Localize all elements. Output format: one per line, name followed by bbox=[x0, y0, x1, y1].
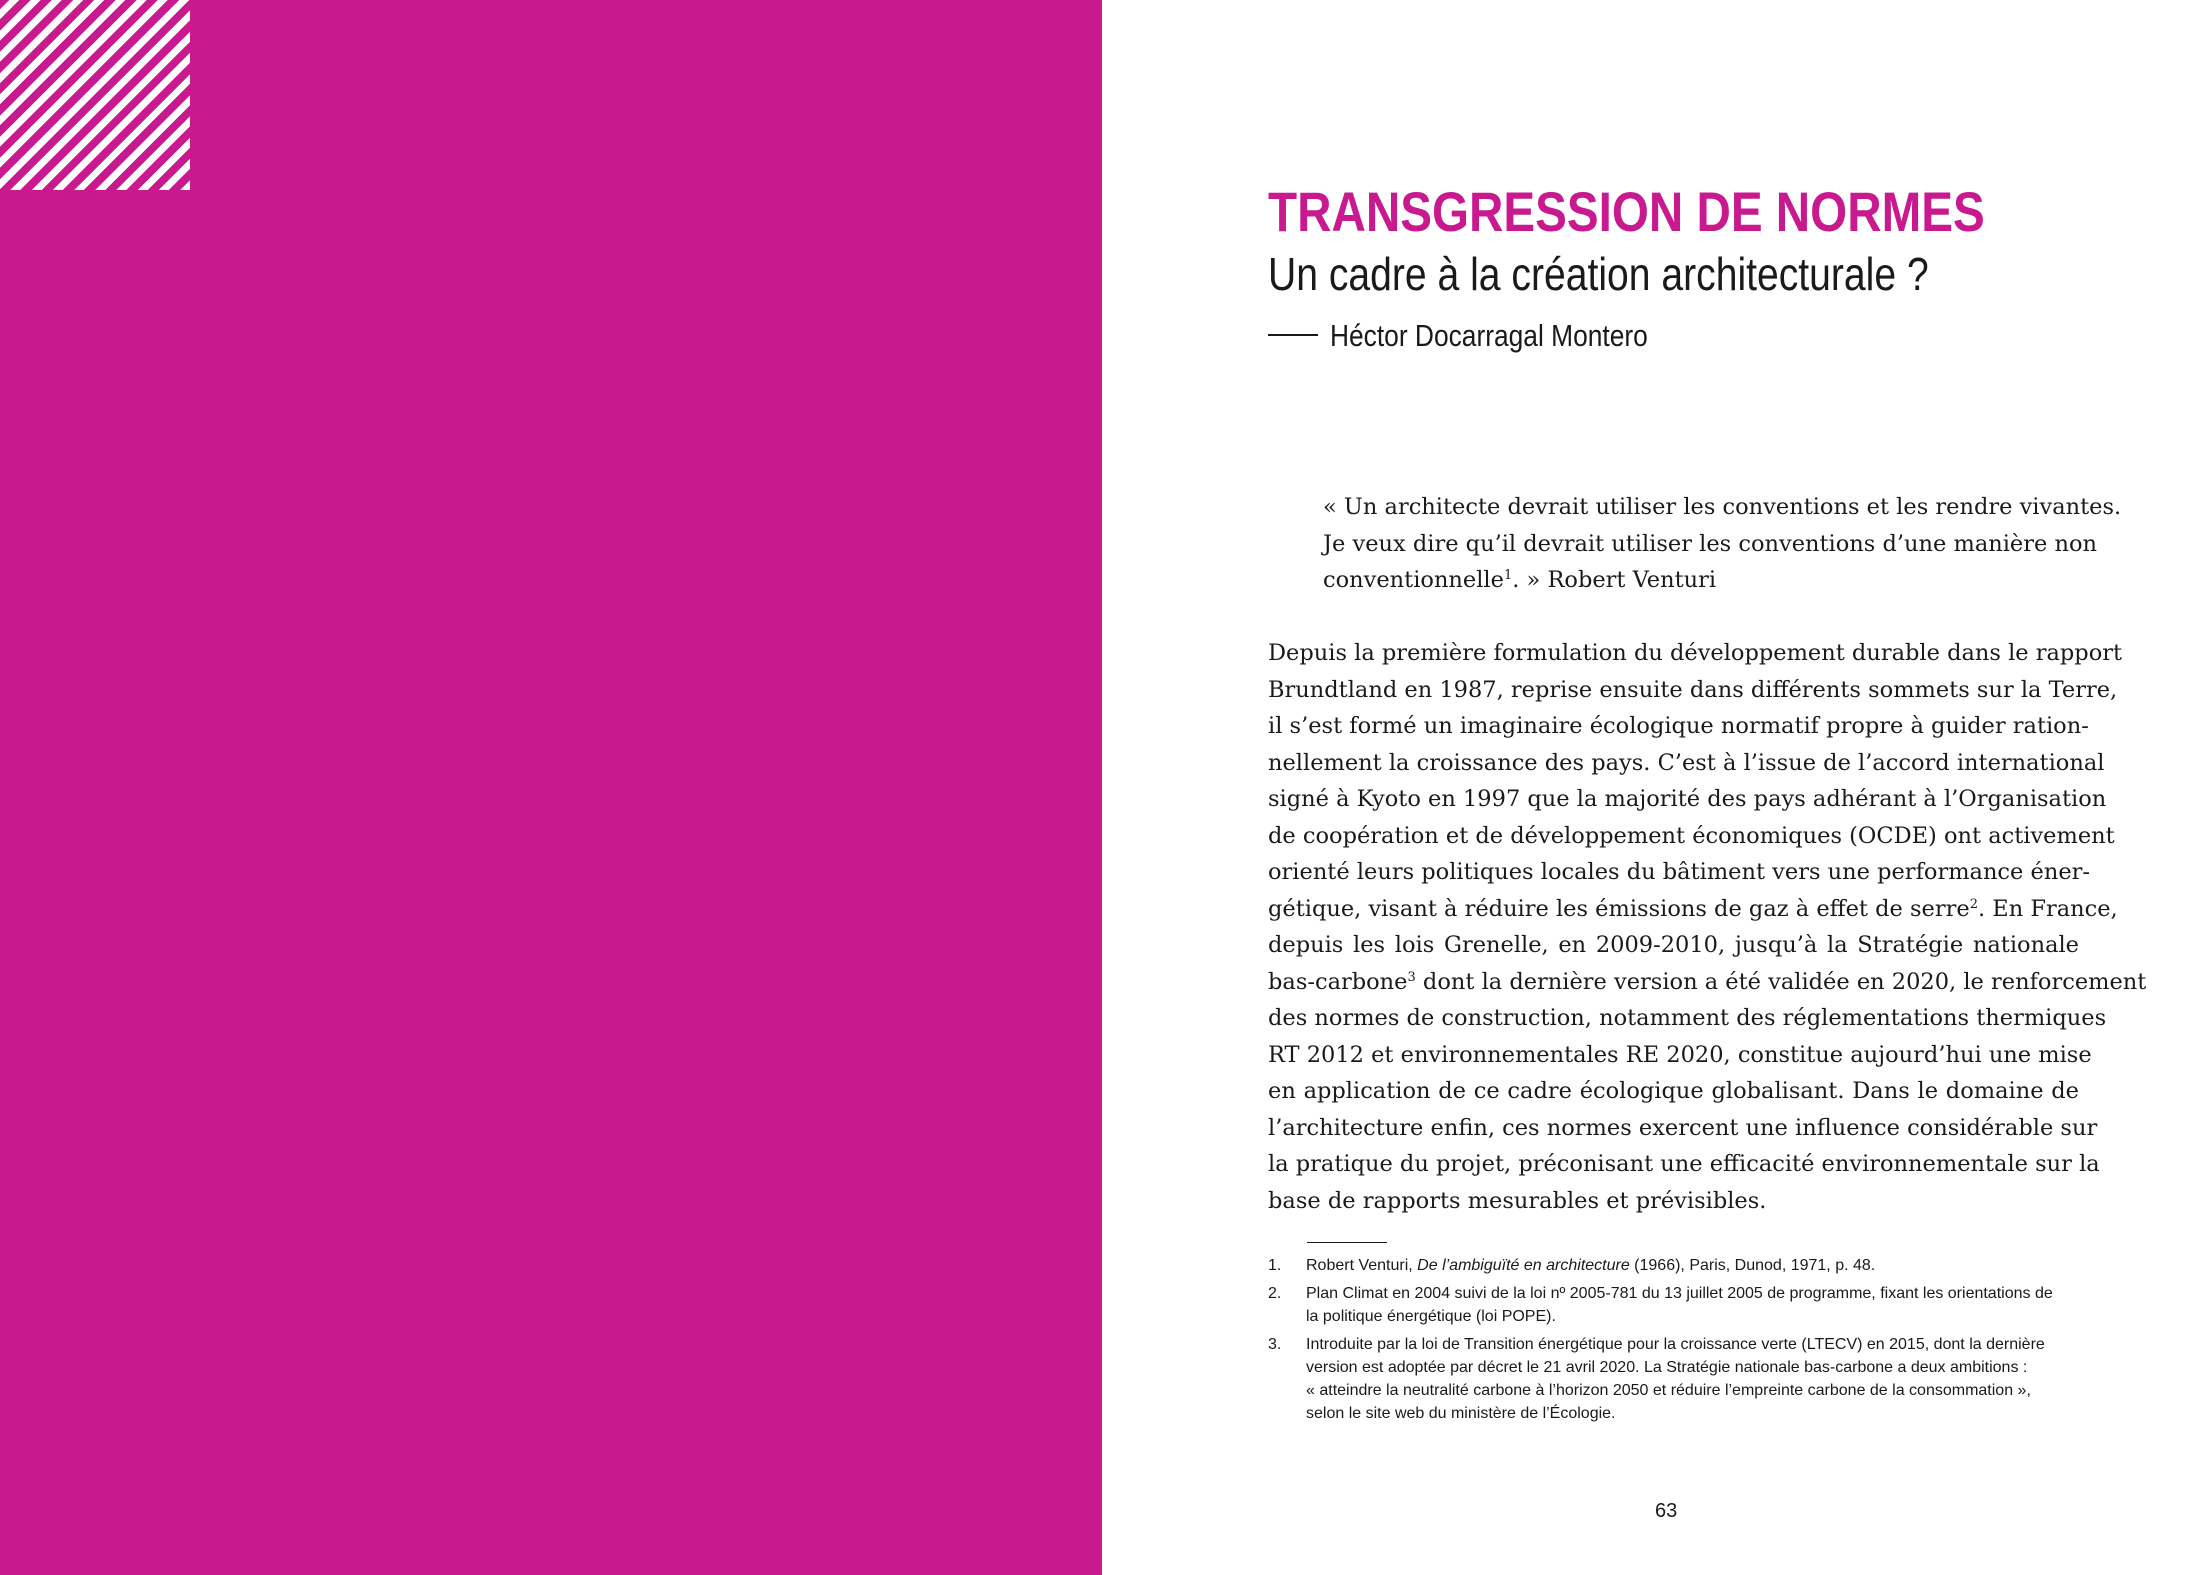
body-line: bas-carbone$^3$ dont la dernière version a été validée en 2020, le renforcement bbox=[1268, 968, 2147, 995]
footnote-number: 1. bbox=[1268, 1257, 1282, 1274]
footnote-ref-1[interactable]: 1 bbox=[1503, 568, 1513, 583]
body-line: depuis les lois Grenelle, en 2009-2010, jusqu’à la Stratégie nationale bbox=[1268, 932, 2079, 958]
epigraph-line: Je veux dire qu’il devrait utiliser les conventions d’une manière non bbox=[1323, 530, 2097, 557]
author-dash bbox=[1268, 334, 1318, 336]
footnote-line: Robert Venturi, De l’ambiguïté en architecture (1966), Paris, Dunod, 1971, p. 48. bbox=[1306, 1257, 1876, 1274]
diagonal-stripes-icon bbox=[0, 0, 190, 190]
body-line: de coopération et de développement économiques (OCDE) ont activement bbox=[1268, 822, 2115, 849]
footnote-3 bbox=[1268, 1333, 2058, 1425]
epigraph-line: conventionnelle$^1$. » Robert Venturi bbox=[1323, 567, 1717, 593]
footnote-line: Plan Climat en 2004 suivi de la loi nº 2005-781 du 13 juillet 2005 de programme, fixant les orientations de bbox=[1306, 1285, 2053, 1302]
footnote-line: « atteindre la neutralité carbone à l’horizon 2050 et réduire l’empreinte carbone de la consommation », bbox=[1306, 1382, 2031, 1399]
body-line: l’architecture enfin, ces normes exercent une influence considérable sur bbox=[1268, 1114, 2098, 1141]
footnote-line: Introduite par la loi de Transition énergétique pour la croissance verte (LTECV) en 2015, dont la dernière bbox=[1306, 1336, 2045, 1353]
body-line: en application de ce cadre écologique globalisant. Dans le domaine de bbox=[1268, 1078, 2079, 1104]
body-paragraph bbox=[1268, 635, 2147, 1219]
footnote-ref-2[interactable]: 2 bbox=[1969, 896, 1978, 912]
footnote-1 bbox=[1268, 1254, 2058, 1277]
footnote-ref-3[interactable]: 3 bbox=[1407, 969, 1416, 985]
body-line: RT 2012 et environnementales RE 2020, constitue aujourd’hui une mise bbox=[1268, 1041, 2092, 1068]
footnote-line: la politique énergétique (loi POPE). bbox=[1306, 1308, 1556, 1325]
body-line: il s’est formé un imaginaire écologique normatif propre à guider ration- bbox=[1268, 713, 2089, 739]
body-line: orienté leurs politiques locales du bâtiment vers une performance éner- bbox=[1268, 859, 2090, 885]
body-line: signé à Kyoto en 1997 que la majorité des pays adhérant à l’Organisation bbox=[1268, 786, 2107, 812]
footnotes bbox=[1268, 1254, 2058, 1430]
article-subtitle: Un cadre à la création architecturale ? bbox=[1268, 248, 1929, 300]
footnote-2 bbox=[1268, 1282, 2058, 1328]
article-title: TRANSGRESSION DE NORMES bbox=[1268, 180, 1985, 243]
footnote-number: 2. bbox=[1268, 1285, 1282, 1302]
body-line: Brundtland en 1987, reprise ensuite dans différents sommets sur la Terre, bbox=[1268, 676, 2118, 703]
footnote-divider bbox=[1307, 1242, 1387, 1243]
footnote-number: 3. bbox=[1268, 1336, 1282, 1353]
body-line: base de rapports mesurables et prévisibles. bbox=[1268, 1187, 1767, 1214]
left-page bbox=[0, 0, 1102, 1575]
body-line: nellement la croissance des pays. C’est à l’issue de l’accord international bbox=[1268, 749, 2105, 776]
page-number: 63 bbox=[1655, 1500, 1678, 1522]
body-line: Depuis la première formulation du développement durable dans le rapport bbox=[1268, 640, 2123, 666]
body-line: la pratique du projet, préconisant une efficacité environnementale sur la bbox=[1268, 1151, 2100, 1177]
body-line: gétique, visant à réduire les émissions de gaz à effet de serre$^2$. En France, bbox=[1268, 895, 2118, 922]
footnote-line: version est adoptée par décret le 21 avril 2020. La Stratégie nationale bas-carbone a deux ambitions : bbox=[1306, 1359, 2028, 1376]
epigraph-line: « Un architecte devrait utiliser les conventions et les rendre vivantes. bbox=[1323, 494, 2122, 520]
body-line: des normes de construction, notamment des réglementations thermiques bbox=[1268, 1005, 2107, 1031]
footnote-line: selon le site web du ministère de l’Écologie. bbox=[1306, 1405, 1616, 1422]
article-author: Héctor Docarragal Montero bbox=[1330, 318, 1648, 353]
epigraph-quote bbox=[1323, 489, 2122, 599]
